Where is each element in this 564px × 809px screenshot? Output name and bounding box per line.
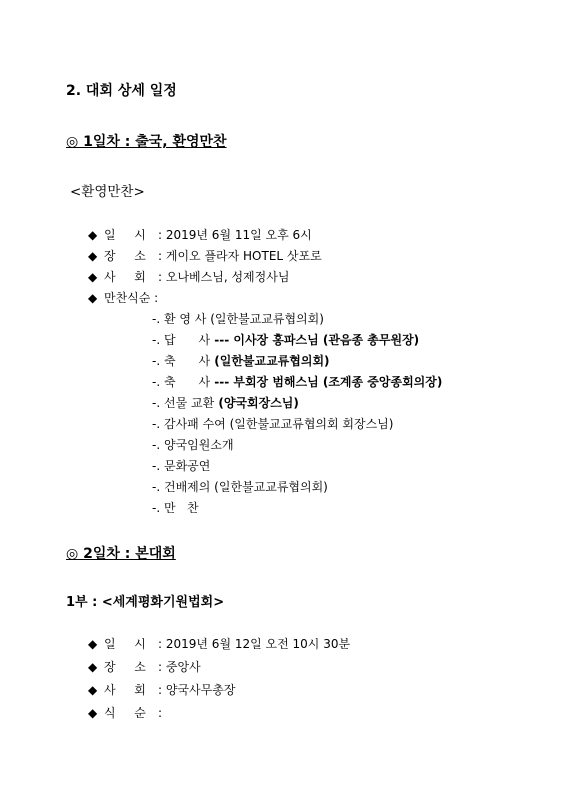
program-item-prefix: -. xyxy=(152,480,161,494)
program-item-label: 만 찬 xyxy=(163,501,199,515)
detail-label-b: 순 xyxy=(134,706,146,720)
diamond-bullet-icon: ◆ xyxy=(88,291,98,305)
program-item-prefix: -. xyxy=(152,417,161,431)
detail-row-host xyxy=(88,682,235,698)
program-item-label: 축 사 xyxy=(163,354,211,368)
day1-title: ◎ 1일차 : 출국, 환영만찬 xyxy=(66,134,227,150)
program-item xyxy=(152,353,330,369)
program-item xyxy=(152,458,210,474)
detail-label-b: 회 xyxy=(134,270,146,284)
detail-value: : 2019년 6월 11일 오후 6시 xyxy=(158,228,312,242)
program-item-prefix: -. xyxy=(152,501,161,515)
program-item-label: 선물 교환 xyxy=(163,396,215,410)
detail-label-a: 장 xyxy=(104,660,116,674)
program-item-prefix: -. xyxy=(152,354,161,368)
detail-value: : 중앙사 xyxy=(158,660,201,674)
detail-value: : xyxy=(158,706,163,720)
program-item-prefix: -. xyxy=(152,396,161,410)
detail-label-b: 시 xyxy=(134,228,146,242)
day2-part1-title: 1부 : <세계평화기원법회> xyxy=(66,595,225,610)
detail-row-venue xyxy=(88,248,322,264)
program-item xyxy=(152,395,299,411)
program-item-label: 건배제의 xyxy=(163,480,211,494)
section-title: 2. 대회 상세 일정 xyxy=(66,83,177,99)
program-item-label: 답 사 xyxy=(163,333,211,347)
detail-value: : 오나베스님, 성제정사님 xyxy=(158,270,290,284)
detail-row-datetime xyxy=(88,227,312,243)
detail-label-b: 소 xyxy=(134,660,146,674)
detail-label-a: 일 xyxy=(104,637,116,651)
program-item-label: 축 사 xyxy=(163,375,211,389)
program-item xyxy=(152,332,419,348)
program-item-rest: --- 이사장 홍파스님 (관음종 총무원장) xyxy=(210,333,420,347)
detail-label-a: 사 xyxy=(104,270,116,284)
detail-label-a: 만찬식순 : xyxy=(104,291,159,305)
diamond-bullet-icon: ◆ xyxy=(88,660,98,674)
program-item-rest: --- 부회장 범해스님 (조계종 중앙종회의장) xyxy=(210,375,443,389)
program-item-label: 양국임원소개 xyxy=(163,438,234,452)
program-item xyxy=(152,311,324,327)
program-item-prefix: -. xyxy=(152,333,161,347)
detail-value: : 양국사무총장 xyxy=(158,683,236,697)
program-item xyxy=(152,479,328,495)
detail-row-host xyxy=(88,269,289,285)
program-item-rest: (양국회장스님) xyxy=(214,396,299,410)
detail-label-a: 사 xyxy=(104,683,116,697)
program-item-rest: (일한불교교류협의회) xyxy=(210,354,330,368)
day1-subheading: <환영만찬> xyxy=(70,184,145,200)
detail-label-b: 회 xyxy=(134,683,146,697)
detail-row-order xyxy=(88,705,162,721)
diamond-bullet-icon: ◆ xyxy=(88,270,98,284)
program-item-label: 문화공연 xyxy=(163,459,211,473)
diamond-bullet-icon: ◆ xyxy=(88,228,98,242)
program-item-prefix: -. xyxy=(152,375,161,389)
detail-row-program xyxy=(88,290,158,306)
program-item xyxy=(152,374,442,390)
program-item-prefix: -. xyxy=(152,459,161,473)
detail-row-datetime xyxy=(88,636,350,652)
detail-label-a: 장 xyxy=(104,249,116,263)
program-item-rest: (일한불교교류협의회 회장스님) xyxy=(225,417,394,431)
detail-value: : 게이오 플라자 HOTEL 삿포로 xyxy=(158,249,322,263)
program-item-label: 감사패 수여 xyxy=(163,417,226,431)
program-item xyxy=(152,437,234,453)
detail-row-venue xyxy=(88,659,201,675)
program-item xyxy=(152,416,393,432)
program-item xyxy=(152,500,199,516)
diamond-bullet-icon: ◆ xyxy=(88,706,98,720)
diamond-bullet-icon: ◆ xyxy=(88,683,98,697)
program-item-prefix: -. xyxy=(152,312,161,326)
program-item-rest: (일한불교교류협의회) xyxy=(210,480,328,494)
program-item-rest: (일한불교교류협의회) xyxy=(206,312,324,326)
diamond-bullet-icon: ◆ xyxy=(88,249,98,263)
day2-title: ◎ 2일차 : 본대회 xyxy=(66,546,176,562)
detail-label-b: 소 xyxy=(134,249,146,263)
detail-label-a: 식 xyxy=(104,706,116,720)
program-item-prefix: -. xyxy=(152,438,161,452)
program-item-label: 환 영 사 xyxy=(163,312,207,326)
diamond-bullet-icon: ◆ xyxy=(88,637,98,651)
detail-label-b: 시 xyxy=(134,637,146,651)
detail-value: : 2019년 6월 12일 오전 10시 30분 xyxy=(158,637,351,651)
detail-label-a: 일 xyxy=(104,228,116,242)
